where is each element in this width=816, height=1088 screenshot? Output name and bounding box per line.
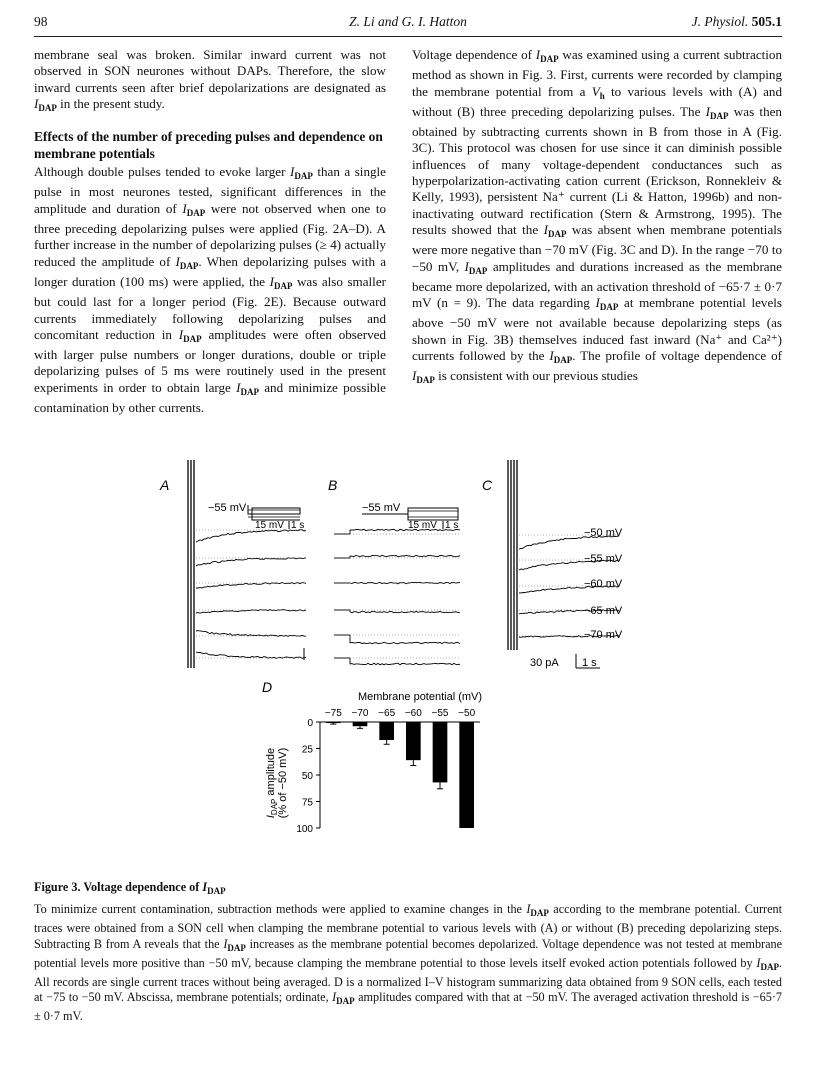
x-tick-label: −70 — [351, 708, 369, 719]
panel-a-holding-label: −55 mV — [208, 502, 247, 514]
panel-a-scale-time: 1 s — [291, 520, 305, 531]
x-tick-label: −50 — [458, 708, 476, 719]
y-tick-label: 0 — [307, 718, 313, 729]
caption-title: Figure 3. Voltage dependence of $I_{DAP}$ — [34, 880, 226, 896]
bar — [433, 722, 448, 782]
panel-a-traces — [188, 460, 306, 668]
panel-b-traces — [334, 508, 460, 665]
bar — [459, 722, 474, 828]
bar — [353, 722, 368, 726]
chart-d — [296, 708, 480, 835]
figure-3 — [150, 450, 670, 870]
current-trace — [196, 631, 306, 637]
caption-body: To minimize current contamination, subtraction methods were applied to examine changes in the $I_{DAP}$ according to the membrane potential. Current traces were obtained from a SON cell when clamping the membrane potential to various levels with (A) or without (B) preceding depolarizing steps. Subtracting B from A reveals that the $I_{DAP}$ increases as the membrane potential becomes depolarized. Voltage dependence was not tested at membrane potential levels more positive than −50 mV, because clamping the membrane potential to those levels itself evoked action potentials followed by $I_{DAP}$. All records are single current traces without being averaged. D is a normalized I–V histogram summarizing data obtained from 9 SON cells, each tested at −75 to −50 mV. Abscissa, membrane potentials; ordinate, $I_{DAP}$ amplitudes compared with that at −50 mV. The averaged activation threshold is −65·7 ± 0·7 mV. — [34, 902, 783, 1024]
x-tick-label: −75 — [324, 708, 342, 719]
panel-label-c: C — [482, 477, 493, 493]
current-trace — [350, 642, 460, 644]
panel-label-d: D — [262, 679, 273, 695]
chart-y-label-main: $I_{DAP}$ amplitude — [265, 747, 279, 819]
right-paragraph-1: Voltage dependence of $I_{DAP}$ was examined using a current subtraction method as shown in Fig. 3. First, currents were recorded by clamping the membrane potential from a $V_h$ to various levels with (A) and without (B) three preceding depolarizing pulses. The $I_{DAP}$ was then obtained by subtracting currents shown in B from those in A (Fig. 3C). This protocol was chosen for use since it can diminish possible influences of many voltage-dependent conductances such as hyperpolarization-activating cation current (Erickson, Ronnekleiv & Kelly, 1993), persistent Na⁺ current (Li & Hatton, 1996b) and non-inactivating outward rectification (Stern & Armstrong, 1995). The results showed that the $I_{DAP}$ was absent when membrane potentials were more negative than −70 mV (Fig. 3C and D). In the range −70 to −50 mV, $I_{DAP}$ amplitudes and durations increased as the membrane became more depolarized, with an activation threshold of −65·7 ± 0·7 mV (n = 9). The data regarding $I_{DAP}$ at membrane potential levels above −50 mV were not available because depolarizing steps (as shown in Fig. 3B) themselves induced fast inward (Na⁺ and Ca²⁺) currents followed by the $I_{DAP}$. The profile of voltage dependence of $I_{DAP}$ is consistent with our previous studies — [412, 47, 782, 386]
panel-label-b: B — [328, 477, 338, 493]
bar — [379, 722, 394, 740]
running-header — [34, 14, 782, 34]
y-tick-label: 25 — [301, 744, 313, 756]
current-trace — [350, 529, 460, 531]
header-rule — [34, 36, 782, 37]
x-tick-label: −60 — [404, 708, 422, 719]
panel-b-scale-mv: 15 mV — [408, 520, 437, 531]
panel-b-holding-label: −55 mV — [362, 502, 401, 514]
current-trace — [196, 530, 306, 542]
left-column — [34, 47, 386, 416]
figure-caption — [34, 880, 782, 1025]
bar — [406, 722, 421, 760]
panel-b-scale-time: 1 s — [445, 520, 459, 531]
bar — [326, 722, 341, 723]
running-authors: Z. Li and G. I. Hatton — [349, 14, 467, 29]
journal-volume: 505.1 — [751, 14, 782, 29]
panel-label-a: A — [160, 477, 170, 493]
protocol-step — [248, 505, 300, 520]
panel-a-scale-mv: 15 mV — [255, 520, 284, 531]
current-trace — [196, 583, 306, 589]
y-tick-label: 75 — [301, 797, 313, 809]
left-paragraph-1: membrane seal was broken. Similar inward current was not observed in SON neurones without DAPs. Therefore, the slow inward currents seen after brief depolarizations are designated as $I_{DAP}$ in the present study. — [34, 47, 386, 113]
y-tick-label: 100 — [296, 824, 313, 835]
chart-y-label-sub: (% of −50 mV) — [277, 747, 289, 819]
panel-c-label-70: −70 mV — [584, 629, 623, 641]
current-trace — [350, 663, 460, 665]
chart-x-axis-title: Membrane potential (mV) — [357, 691, 483, 703]
current-trace — [196, 652, 306, 658]
panel-c-label-50: −50 mV — [584, 527, 623, 539]
current-trace — [196, 558, 306, 566]
panel-c-label-55: −55 mV — [584, 553, 623, 565]
panel-c-label-60: −60 mV — [584, 578, 623, 590]
y-tick-label: 50 — [301, 771, 313, 782]
x-tick-label: −55 — [431, 708, 449, 719]
section-title: Effects of the number of preceding pulses and dependence on membrane potentials — [34, 129, 383, 161]
left-paragraph-2: Although double pulses tended to evoke larger $I_{DAP}$ than a single pulse in most neurones tested, significant differences in the amplitude and duration of $I_{DAP}$ were not observed when one to three preceding depolarizing pulses were applied (Fig. 2A–D). A further increase in the number of depolarizing pulses (≥ 4) actually reduced the amplitude of $I_{DAP}$. When depolarizing pulses with a longer duration (100 ms) were applied, the $I_{DAP}$ was also smaller but could last for a longer period (Fig. 2E). Because outward currents immediately following depolarizing pulses and concomitant reduction in $I_{DAP}$ amplitudes were often observed with larger pulse numbers or longer durations, double or triple depolarizing pulses of 5 ms were routinely used in the present experiments in order to obtain large $I_{DAP}$ and minimize possible contamination by other currents. — [34, 164, 387, 416]
panel-c-scale-pa: 30 pA — [530, 657, 559, 669]
panel-c-scale-time: 1 s — [582, 657, 597, 669]
journal-name: J. Physiol. — [691, 14, 749, 29]
journal-citation — [692, 14, 782, 30]
current-trace — [350, 611, 460, 613]
x-tick-label: −65 — [378, 708, 396, 719]
page-number: 98 — [34, 14, 48, 29]
figure-canvas — [150, 450, 670, 870]
right-column — [412, 47, 782, 389]
current-trace — [350, 555, 460, 557]
panel-c-label-65: −65 mV — [584, 605, 623, 617]
